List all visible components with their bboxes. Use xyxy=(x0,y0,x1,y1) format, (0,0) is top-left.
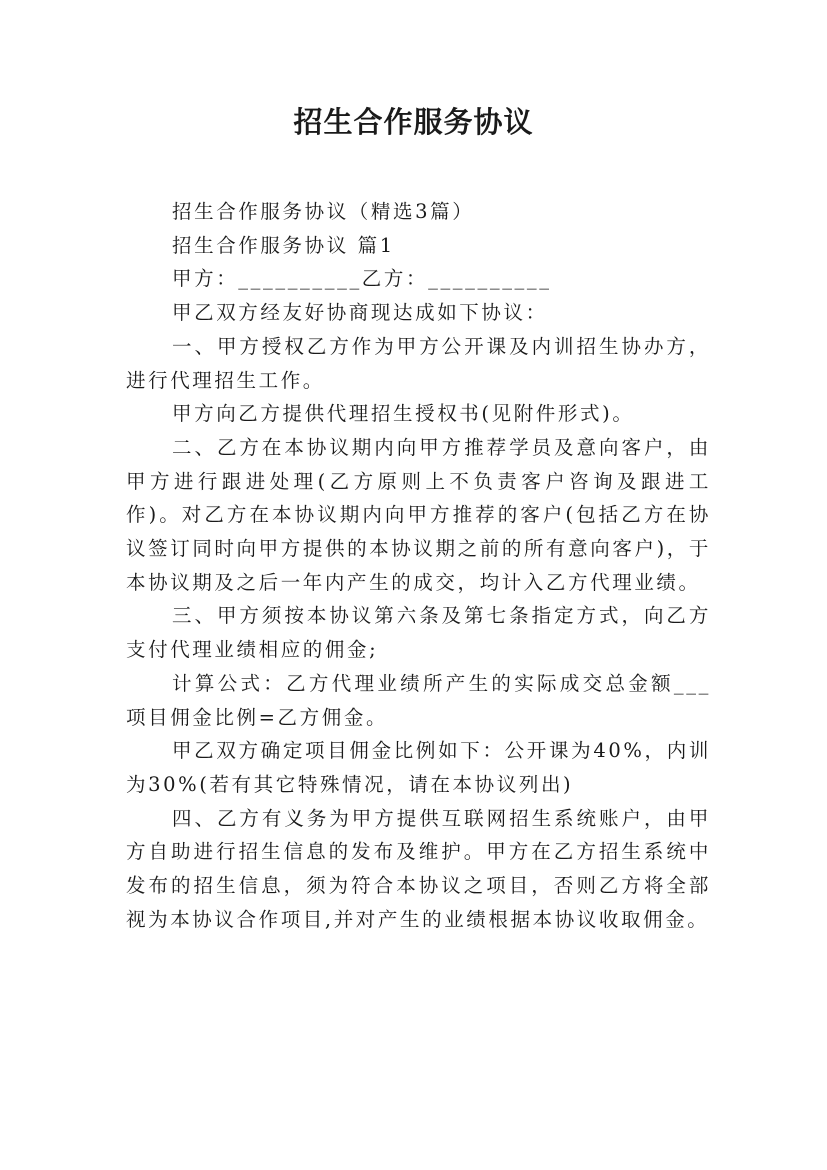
document-body xyxy=(126,195,711,936)
paragraph-section-title: 招生合作服务协议 篇1 xyxy=(172,233,395,257)
paragraph-clause-1: 一、甲方授权乙方作为甲方公开课及内训招生协办方，进行代理招生工作。 xyxy=(126,334,711,392)
paragraph-heading: 招生合作服务协议（精选3篇） xyxy=(172,200,475,223)
paragraph-intro: 甲乙双方经友好协商现达成如下协议： xyxy=(172,301,548,325)
document-title: 招生合作服务协议 xyxy=(293,105,534,139)
paragraph-clause-4: 四、乙方有义务为甲方提供互联网招生系统账户，由甲方自助进行招生信息的发布及维护。甲方在乙方招生系统中发布的招生信息，须为符合本协议之项目，否则乙方将全部视为本协议合作项目,并对产生的业绩根据本协议收取佣金。 xyxy=(126,806,711,931)
paragraph-clause-2: 二、乙方在本协议期内向甲方推荐学员及意向客户，由甲方进行跟进处理(乙方原则上不负责客户咨询及跟进工作)。对乙方在本协议期内向甲方推荐的客户(包括乙方在协议签订同时向甲方提供的本协议期之前的所有意向客户)，于本协议期及之后一年内产生的成交，均计入乙方代理业绩。 xyxy=(126,435,711,594)
paragraph-clause-3: 三、甲方须按本协议第六条及第七条指定方式，向乙方支付代理业绩相应的佣金; xyxy=(126,604,711,662)
paragraph-formula: 计算公式：乙方代理业绩所产生的实际成交总金额___项目佣金比例=乙方佣金。 xyxy=(126,671,711,729)
paragraph-commission-rates: 甲乙双方确定项目佣金比例如下：公开课为40%，内训为30%(若有其它特殊情况，请在本协议列出) xyxy=(126,739,711,796)
paragraph-clause-1-note: 甲方向乙方提供代理招生授权书(见附件形式)。 xyxy=(172,402,635,426)
paragraph-parties: 甲方：__________乙方：__________ xyxy=(172,267,552,291)
